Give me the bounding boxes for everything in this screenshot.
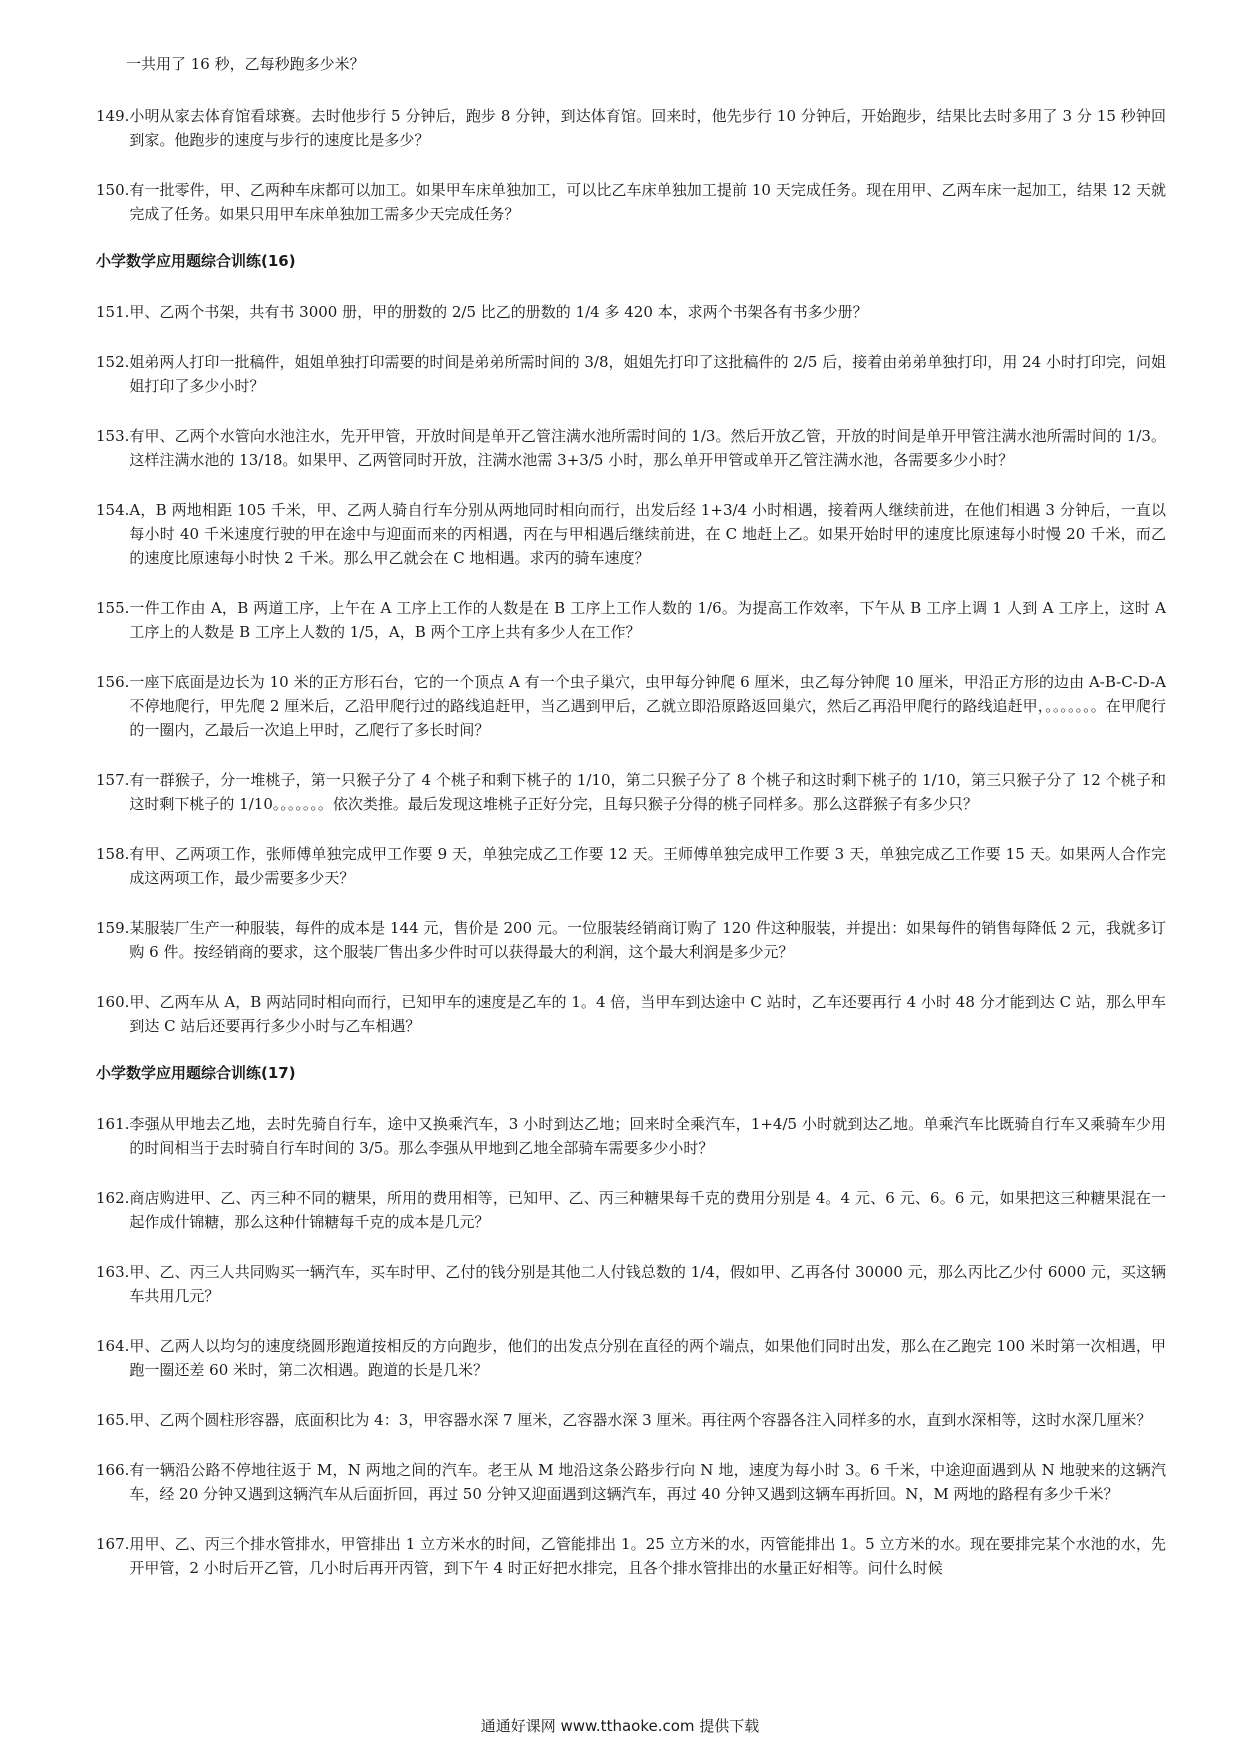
- problem-text: 有甲、乙两项工作，张师傅单独完成甲工作要 9 天，单独完成乙工作要 12 天。王师傅单独完成甲工作要 3 天，单独完成乙工作要 15 天。如果两人合作完成这两项工作，最少需要多少天？: [129, 845, 1166, 887]
- section-title-16: 小学数学应用题综合训练(16): [96, 252, 296, 270]
- problem-number: 156.: [96, 673, 130, 691]
- problem-number: 151.: [96, 303, 130, 321]
- problem-item: [96, 1408, 1166, 1432]
- problem-text: 小明从家去体育馆看球赛。去时他步行 5 分钟后，跑步 8 分钟，到达体育馆。回来时，他先步行 10 分钟后，开始跑步，结果比去时多用了 3 分 15 秒钟回到家。他跑步的速度与步行的速度比是多少？: [129, 107, 1166, 149]
- problem-text: 有甲、乙两个水管向水池注水，先开甲管，开放时间是单开乙管注满水池所需时间的 1/3。然后开放乙管，开放的时间是单开甲管注满水池所需时间的 1/3。这样注满水池的 13/18。如果甲、乙两管同时开放，注满水池需 3+3/5 小时，那么单开甲管或单开乙管注满水池，各需要多少小时？: [129, 427, 1166, 469]
- problem-item: [96, 178, 1166, 226]
- problem-item: [96, 104, 1166, 152]
- problem-number: 162.: [96, 1189, 130, 1207]
- problem-number: 149.: [96, 107, 130, 125]
- problem-text: 李强从甲地去乙地，去时先骑自行车，途中又换乘汽车，3 小时到达乙地；回来时全乘汽车，1+4/5 小时就到达乙地。单乘汽车比既骑自行车又乘骑车少用的时间相当于去时骑自行车时间的 3/5。那么李强从甲地到乙地全部骑车需要多少小时？: [129, 1115, 1166, 1157]
- problem-number: 159.: [96, 919, 130, 937]
- problem-item: [96, 916, 1166, 964]
- problem-text: 姐弟两人打印一批稿件，姐姐单独打印需要的时间是弟弟所需时间的 3/8，姐姐先打印了这批稿件的 2/5 后，接着由弟弟单独打印，用 24 小时打印完，问姐姐打印了多少小时？: [129, 353, 1166, 395]
- problem-list: [96, 1112, 1166, 1580]
- problem-item: [96, 842, 1166, 890]
- problem-number: 152.: [96, 353, 130, 371]
- problem-text: 一座下底面是边长为 10 米的正方形石台，它的一个顶点 A 有一个虫子巢穴，虫甲每分钟爬 6 厘米，虫乙每分钟爬 10 厘米，甲沿正方形的边由 A-B-C-D-A 不停地爬行，甲先爬 2 厘米后，乙沿甲爬行过的路线追赶甲，当乙遇到甲后，乙就立即沿原路返回巢穴，然后乙再沿甲爬行的路线追赶甲，。。。。。。。在甲爬行的一圈内，乙最后一次追上甲时，乙爬行了多长时间？: [129, 673, 1166, 739]
- problem-text: 有一批零件，甲、乙两种车床都可以加工。如果甲车床单独加工，可以比乙车床单独加工提前 10 天完成任务。现在用甲、乙两车床一起加工，结果 12 天就完成了任务。如果只用甲车床单独加工需多少天完成任务？: [129, 181, 1166, 223]
- problem-text: 某服装厂生产一种服装，每件的成本是 144 元，售价是 200 元。一位服装经销商订购了 120 件这种服装，并提出：如果每件的销售每降低 2 元，我就多订购 6 件。按经销商的要求，这个服装厂售出多少件时可以获得最大的利润，这个最大利润是多少元？: [129, 919, 1166, 961]
- problem-list: [96, 300, 1166, 1038]
- problem-item: [96, 1334, 1166, 1382]
- problem-number: 167.: [96, 1535, 130, 1553]
- problem-number: 165.: [96, 1411, 130, 1429]
- problem-number: 155.: [96, 599, 130, 617]
- problem-text: 甲、乙、丙三人共同购买一辆汽车，买车时甲、乙付的钱分别是其他二人付钱总数的 1/4，假如甲、乙再各付 30000 元，那么丙比乙少付 6000 元，买这辆车共用几元？: [129, 1263, 1166, 1305]
- problem-item: [96, 300, 1166, 324]
- problem-text: 甲、乙两人以均匀的速度绕圆形跑道按相反的方向跑步，他们的出发点分别在直径的两个端点，如果他们同时出发，那么在乙跑完 100 米时第一次相遇，甲跑一圈还差 60 米时，第二次相遇。跑道的长是几米？: [129, 1337, 1166, 1379]
- problem-number: 164.: [96, 1337, 130, 1355]
- continued-problem-text: 一共用了 16 秒，乙每秒跑多少米？: [126, 55, 365, 73]
- problem-list: [96, 104, 1166, 226]
- problem-item: [96, 596, 1166, 644]
- problem-number: 166.: [96, 1461, 130, 1479]
- problem-number: 157.: [96, 771, 130, 789]
- page-footer: 通通好课网 www.tthaoke.com 提供下载: [480, 1717, 760, 1735]
- problem-text: 有一群猴子，分一堆桃子，第一只猴子分了 4 个桃子和剩下桃子的 1/10，第二只猴子分了 8 个桃子和这时剩下桃子的 1/10，第三只猴子分了 12 个桃子和这时剩下桃子的 1/10。。。。。。。依次类推。最后发现这堆桃子正好分完，且每只猴子分得的桃子同样多。那么这群猴子有多少只？: [129, 771, 1166, 813]
- problem-number: 160.: [96, 993, 130, 1011]
- problem-item: [96, 670, 1166, 742]
- problem-item: [96, 350, 1166, 398]
- problem-text: 商店购进甲、乙、丙三种不同的糖果，所用的费用相等，已知甲、乙、丙三种糖果每千克的费用分别是 4。4 元、6 元、6。6 元，如果把这三种糖果混在一起作成什锦糖，那么这种什锦糖每千克的成本是几元？: [129, 1189, 1166, 1231]
- page-content: [96, 52, 1166, 1606]
- problem-item: [96, 1112, 1166, 1160]
- problem-number: 153.: [96, 427, 130, 445]
- problem-item: [96, 424, 1166, 472]
- problem-item: [96, 990, 1166, 1038]
- problem-text: 甲、乙两个书架，共有书 3000 册，甲的册数的 2/5 比乙的册数的 1/4 多 420 本，求两个书架各有书多少册？: [129, 303, 868, 321]
- problem-number: 161.: [96, 1115, 130, 1133]
- problem-item: [96, 1186, 1166, 1234]
- problem-number: 154.: [96, 501, 130, 519]
- problem-text: 甲、乙两车从 A，B 两站同时相向而行，已知甲车的速度是乙车的 1。4 倍，当甲车到达途中 C 站时，乙车还要再行 4 小时 48 分才能到达 C 站，那么甲车到达 C 站后还要再行多少小时与乙车相遇？: [129, 993, 1166, 1035]
- problem-text: 有一辆沿公路不停地往返于 M，N 两地之间的汽车。老王从 M 地沿这条公路步行向 N 地，速度为每小时 3。6 千米，中途迎面遇到从 N 地驶来的这辆汽车，经 20 分钟又遇到这辆汽车从后面折回，再过 50 分钟又迎面遇到这辆汽车，再过 40 分钟又遇到这辆车再折回。N，M 两地的路程有多少千米？: [129, 1461, 1166, 1503]
- problem-item: [96, 1458, 1166, 1506]
- problem-text: 用甲、乙、丙三个排水管排水，甲管排出 1 立方米水的时间，乙管能排出 1。25 立方米的水，丙管能排出 1。5 立方米的水。现在要排完某个水池的水，先开甲管，2 小时后开乙管，几小时后再开丙管，到下午 4 时正好把水排完，且各个排水管排出的水量正好相等。问什么时候: [129, 1535, 1166, 1577]
- problem-item: [96, 498, 1166, 570]
- problem-number: 158.: [96, 845, 130, 863]
- problem-number: 150.: [96, 181, 130, 199]
- problem-text: A，B 两地相距 105 千米，甲、乙两人骑自行车分别从两地同时相向而行，出发后经 1+3/4 小时相遇，接着两人继续前进，在他们相遇 3 分钟后，一直以每小时 40 千米速度行驶的甲在途中与迎面而来的丙相遇，丙在与甲相遇后继续前进，在 C 地赶上乙。如果开始时甲的速度比原速每小时慢 20 千米，而乙的速度比原速每小时快 2 千米。那么甲乙就会在 C 地相遇。求丙的骑车速度？: [129, 501, 1166, 567]
- section-title-17: 小学数学应用题综合训练(17): [96, 1064, 296, 1082]
- problem-item: [96, 1260, 1166, 1308]
- problem-item: [96, 768, 1166, 816]
- problem-text: 甲、乙两个圆柱形容器，底面积比为 4：3，甲容器水深 7 厘米，乙容器水深 3 厘米。再往两个容器各注入同样多的水，直到水深相等，这时水深几厘米？: [129, 1411, 1152, 1429]
- problem-text: 一件工作由 A，B 两道工序，上午在 A 工序上工作的人数是在 B 工序上工作人数的 1/6。为提高工作效率，下午从 B 工序上调 1 人到 A 工序上，这时 A 工序上的人数是 B 工序上人数的 1/5，A，B 两个工序上共有多少人在工作？: [129, 599, 1166, 641]
- problem-number: 163.: [96, 1263, 130, 1281]
- problem-item: [96, 1532, 1166, 1580]
